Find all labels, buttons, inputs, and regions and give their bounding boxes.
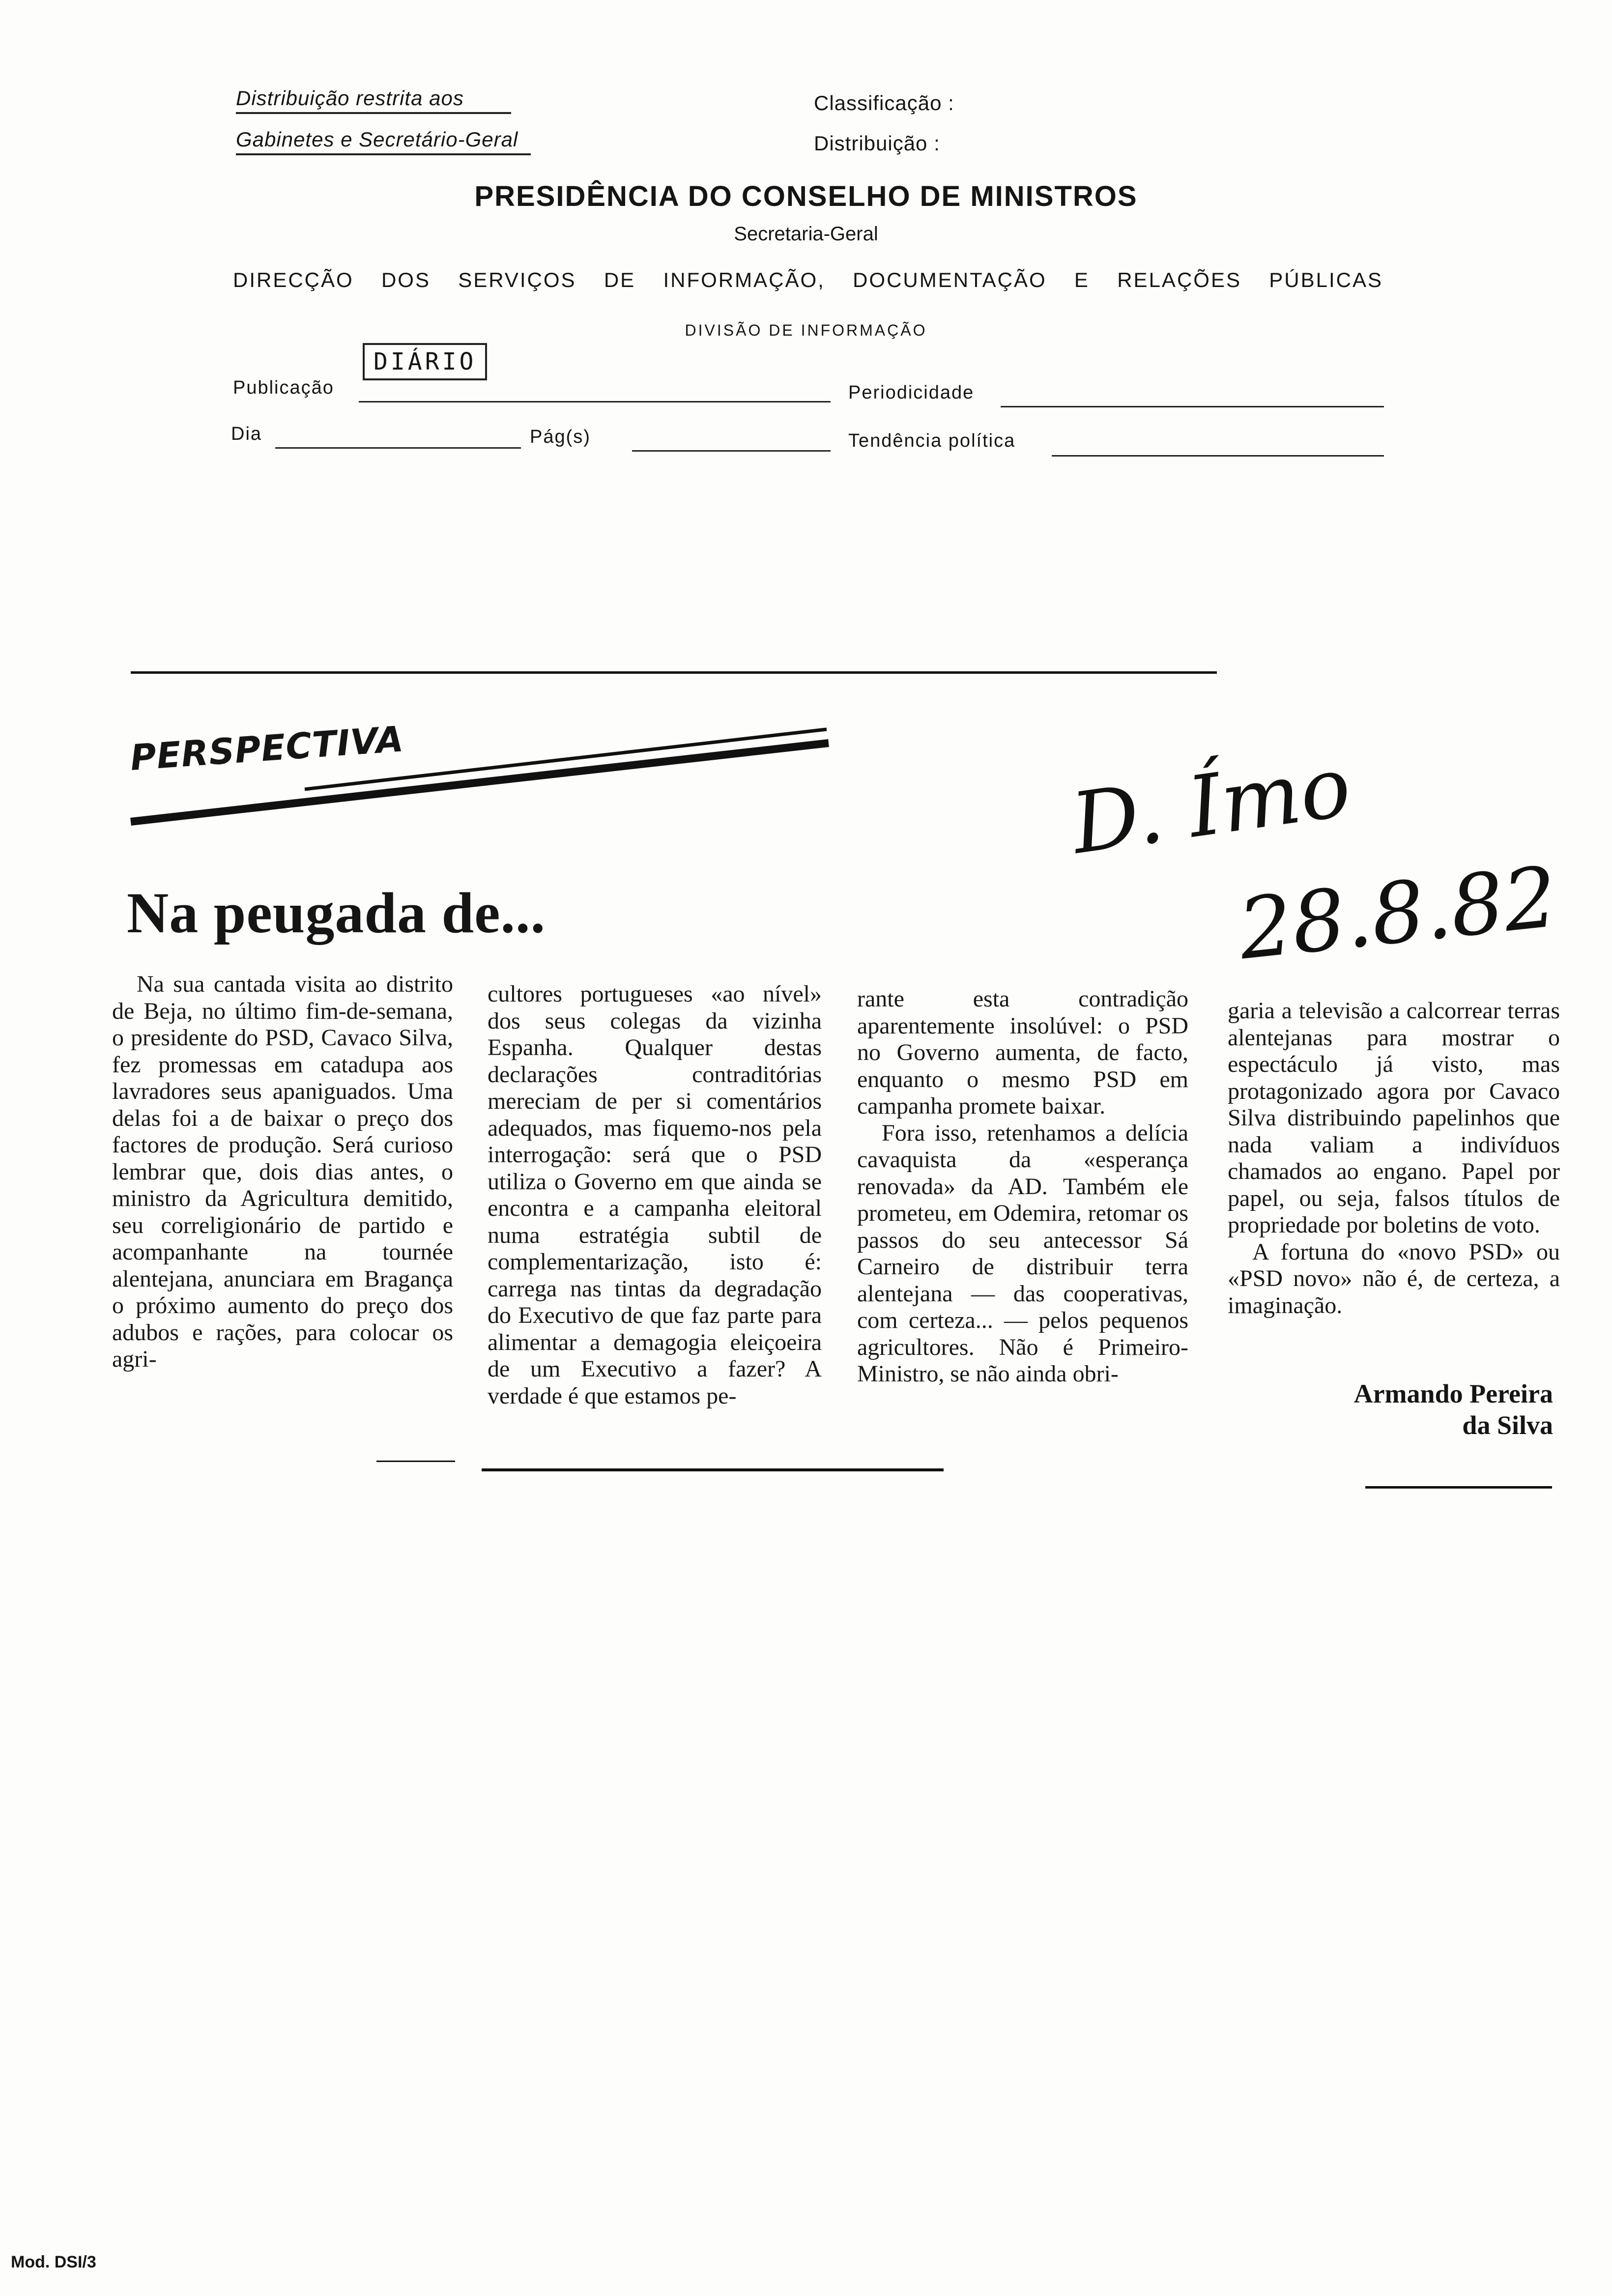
section-rules xyxy=(128,718,835,831)
publication-field-line xyxy=(359,401,831,402)
political-tendency-label: Tendência política xyxy=(848,430,1016,451)
clipping-end-rule xyxy=(1365,1486,1552,1489)
article-column-2 xyxy=(488,981,822,1409)
classification-label: Classificação : xyxy=(814,91,954,115)
clipping-bottom-rule-short xyxy=(376,1461,455,1462)
column-1-paragraph: Na sua cantada visita ao distrito de Beja, no último fim-de-semana, o presidente do PSD, Cavaco Silva, fez promessas em catadupa aos lavradores seus apaniguados. Uma delas foi a de baixar o preço dos factores de produção. Será curioso lembrar que, dois dias antes, o ministro da Agricultura demitido, seu correligionário de partido e acompanhante na tournée alentejana, anunciara em Bragança o próximo aumento do preço dos adubos e rações, para colocar os agri- xyxy=(112,971,453,1372)
column-3-paragraph-2: Fora isso, retenhamos a delícia cavaquista da «esperança renovada» da AD. Também ele prometeu, em Odemira, retomar os passos do seu antecessor Sá Carneiro de distribuir terra alentejana — das cooperativas, com certeza... — pelos pequenos agricultores. Não é Primeiro-Ministro, se não ainda obri- xyxy=(857,1119,1188,1387)
distribution-label: Distribuição : xyxy=(814,132,940,155)
page-subtitle: Secretaria-Geral xyxy=(734,223,878,245)
author-line-2: da Silva xyxy=(1462,1410,1553,1440)
publication-label: Publicação xyxy=(233,377,334,398)
political-tendency-field-line xyxy=(1052,455,1384,457)
periodicity-label: Periodicidade xyxy=(848,382,975,403)
clipping-bottom-rule xyxy=(482,1468,944,1471)
division-line: DIVISÃO DE INFORMAÇÃO xyxy=(685,321,927,339)
periodicity-field-line xyxy=(1001,406,1384,407)
handwritten-date-note: 28.8.82 xyxy=(1234,848,1562,979)
column-3-paragraph-1: rante esta contradição aparentemente insolúvel: o PSD no Governo aumenta, de facto, enquanto o mesmo PSD em campanha promete baixar. xyxy=(857,986,1188,1119)
author-byline xyxy=(1229,1378,1553,1441)
page-title: PRESIDÊNCIA DO CONSELHO DE MINISTROS xyxy=(474,180,1138,212)
directorate-line: DIRECÇÃO DOS SERVIÇOS DE INFORMAÇÃO, DOCUMENTAÇÃO E RELAÇÕES PÚBLICAS xyxy=(233,268,1383,291)
section-label: PERSPECTIVA xyxy=(129,718,405,778)
clipping-top-rule xyxy=(131,671,1217,674)
pages-label: Pág(s) xyxy=(530,427,591,447)
form-code: Mod. DSI/3 xyxy=(11,2253,96,2271)
publication-stamp: DIÁRIO xyxy=(363,343,487,380)
day-label: Dia xyxy=(231,424,262,444)
handwritten-publication-note: D. Ímo xyxy=(1065,738,1357,873)
distribution-note-line1: Distribuição restrita aos xyxy=(236,86,511,114)
headline: Na peugada de... xyxy=(127,881,546,945)
pages-field-line xyxy=(632,450,831,452)
author-line-1: Armando Pereira xyxy=(1353,1379,1553,1408)
column-4-paragraph-2: A fortuna do «novo PSD» ou «PSD novo» não é, de certeza, a imaginação. xyxy=(1228,1238,1560,1319)
article-column-1 xyxy=(112,971,453,1373)
day-field-line xyxy=(275,447,521,449)
article-column-3 xyxy=(857,986,1188,1388)
distribution-note-line2: Gabinetes e Secretário-Geral xyxy=(236,128,531,155)
column-4-paragraph-1: garia a televisão a calcorrear terras alentejanas para mostrar o espectáculo já visto, mas protagonizado agora por Cavaco Silva distribuindo papelinhos que nada valiam a indivíduos chamados ao engano. Papel por papel, ou seja, falsos títulos de propriedade por boletins de voto. xyxy=(1228,998,1560,1238)
article-column-4 xyxy=(1228,998,1560,1319)
column-2-paragraph: cultores portugueses «ao nível» dos seus colegas da vizinha Espanha. Qualquer destas declarações contraditórias mereciam de per si comentários adequados, mas fiquemo-nos pela interrogação: será que o PSD utiliza o Governo em que ainda se encontra e a campanha eleitoral numa estratégia subtil de complementarização, isto é: carrega nas tintas da degradação do Executivo de que faz parte para alimentar a demagogia eleiçoeira de um Executivo a fazer? A verdade é que estamos pe- xyxy=(488,981,822,1409)
